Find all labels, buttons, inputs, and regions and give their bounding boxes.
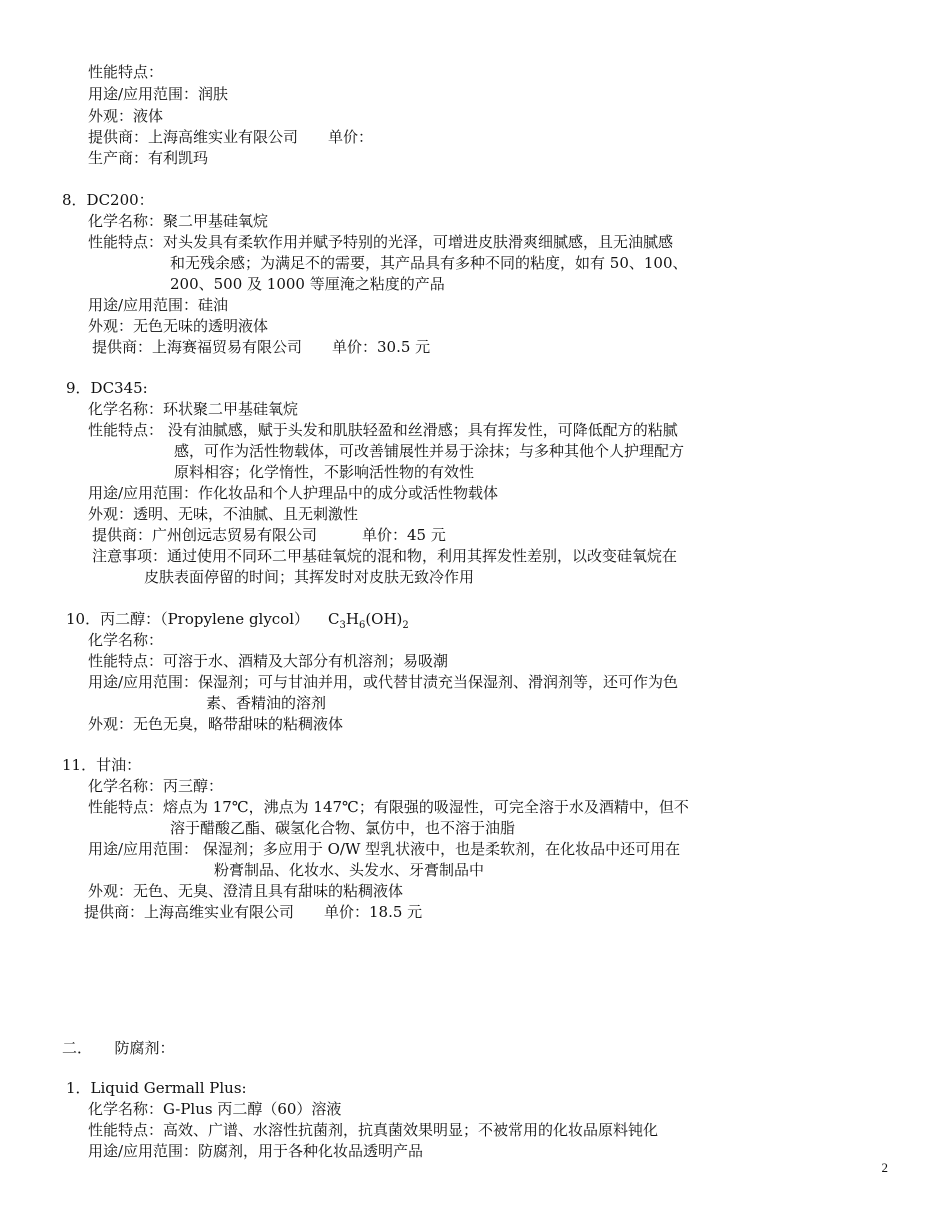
section-heading: 9．DC345: — [66, 379, 148, 397]
text-line: 外观：无色、无臭、澄清且具有甜味的粘稠液体 — [88, 882, 404, 900]
text-line: 化学名称：环状聚二甲基硅氧烷 — [88, 400, 299, 418]
text-line: 提供商：上海高维实业有限公司 单价： — [88, 128, 374, 146]
text-line: 粉膏制品、化妆水、头发水、牙膏制品中 — [214, 861, 485, 879]
text-line: 用途/应用范围：防腐剂，用于各种化妆品透明产品 — [88, 1142, 424, 1160]
text-line: 外观：无色无味的透明液体 — [88, 317, 269, 335]
text-line: 化学名称：丙三醇： — [88, 777, 224, 795]
text-line: 性能特点：对头发具有柔软作用并赋予特别的光泽，可增进皮肤滑爽细腻感，且无油腻感 — [88, 233, 674, 251]
page-number: 2 — [881, 1160, 888, 1175]
text-line: 提供商：广州创远志贸易有限公司 单价：45 元 — [92, 526, 446, 544]
text-line: 性能特点： 没有油腻感，赋于头发和肌肤轻盈和丝滑感；具有挥发性，可降低配方的粘腻 — [88, 421, 678, 439]
text-line: 性能特点：可溶于水、酒精及大部分有机溶剂；易吸潮 — [88, 652, 449, 670]
text-line: 注意事项：通过使用不同环二甲基硅氧烷的混和物，利用其挥发性差别，以改变硅氧烷在 — [92, 547, 678, 565]
text-line: 用途/应用范围： 保湿剂；多应用于 O/W 型乳状液中，也是柔软剂，在化妆品中还可用在 — [88, 840, 681, 858]
text-line: 感，可作为活性物载体，可改善铺展性并易于涂抹；与多种其他个人护理配方 — [174, 442, 685, 460]
text-line: 外观：无色无臭，略带甜味的粘稠液体 — [88, 715, 344, 733]
text-line: 用途/应用范围：作化妆品和个人护理品中的成分或活性物载体 — [88, 484, 499, 502]
text-line: 性能特点：高效、广谱、水溶性抗菌剂，抗真菌效果明显；不被常用的化妆品原料钝化 — [88, 1121, 659, 1139]
text-line: 提供商：上海高维实业有限公司 单价：18.5 元 — [84, 903, 423, 921]
chapter-heading: 二． 防腐剂： — [62, 1039, 175, 1057]
text-line: 性能特点：熔点为 17℃，沸点为 147℃；有限强的吸湿性，可完全溶于水及酒精中，但不 — [88, 798, 689, 816]
text-line: 化学名称：聚二甲基硅氧烷 — [88, 212, 269, 230]
section-heading: 1．Liquid Germall Plus: — [66, 1079, 247, 1097]
text-line: 提供商：上海赛福贸易有限公司 单价：30.5 元 — [92, 338, 431, 356]
text-line: 皮肤表面停留的时间；其挥发时对皮肤无致冷作用 — [144, 568, 475, 586]
text-line: 外观：透明、无味，不油腻、且无刺激性 — [88, 505, 359, 523]
text-line: 用途/应用范围：润肤 — [88, 85, 229, 103]
text-line: 素、香精油的溶剂 — [206, 694, 327, 712]
text-line: 200、500 及 1000 等厘淹之粘度的产品 — [170, 275, 445, 293]
section-heading: 10．丙二醇：（Propylene glycol） — [66, 610, 310, 628]
text-line: 性能特点： — [88, 63, 164, 81]
chemical-formula: $C_3H_6(OH)_2$ — [328, 610, 409, 631]
text-line: 和无残余感；为满足不的需要，其产品具有多种不同的粘度，如有 50、100、 — [170, 254, 688, 272]
text-line: 外观：液体 — [88, 107, 164, 125]
text-line: 溶于醋酸乙酯、碳氢化合物、氯仿中，也不溶于油脂 — [170, 819, 516, 837]
text-line: 化学名称： — [88, 631, 164, 649]
text-line: 原料相容；化学惰性，不影响活性物的有效性 — [174, 463, 475, 481]
text-line: 生产商：有利凯玛 — [88, 149, 209, 167]
text-line: 化学名称：G-Plus 丙二醇（60）溶液 — [88, 1100, 342, 1118]
section-heading: 8．DC200： — [62, 191, 154, 209]
section-heading: 11．甘油： — [62, 756, 142, 774]
text-line: 用途/应用范围：硅油 — [88, 296, 229, 314]
text-line: 用途/应用范围：保湿剂；可与甘油并用，或代替甘渍充当保湿剂、滑润剂等，还可作为色 — [88, 673, 679, 691]
